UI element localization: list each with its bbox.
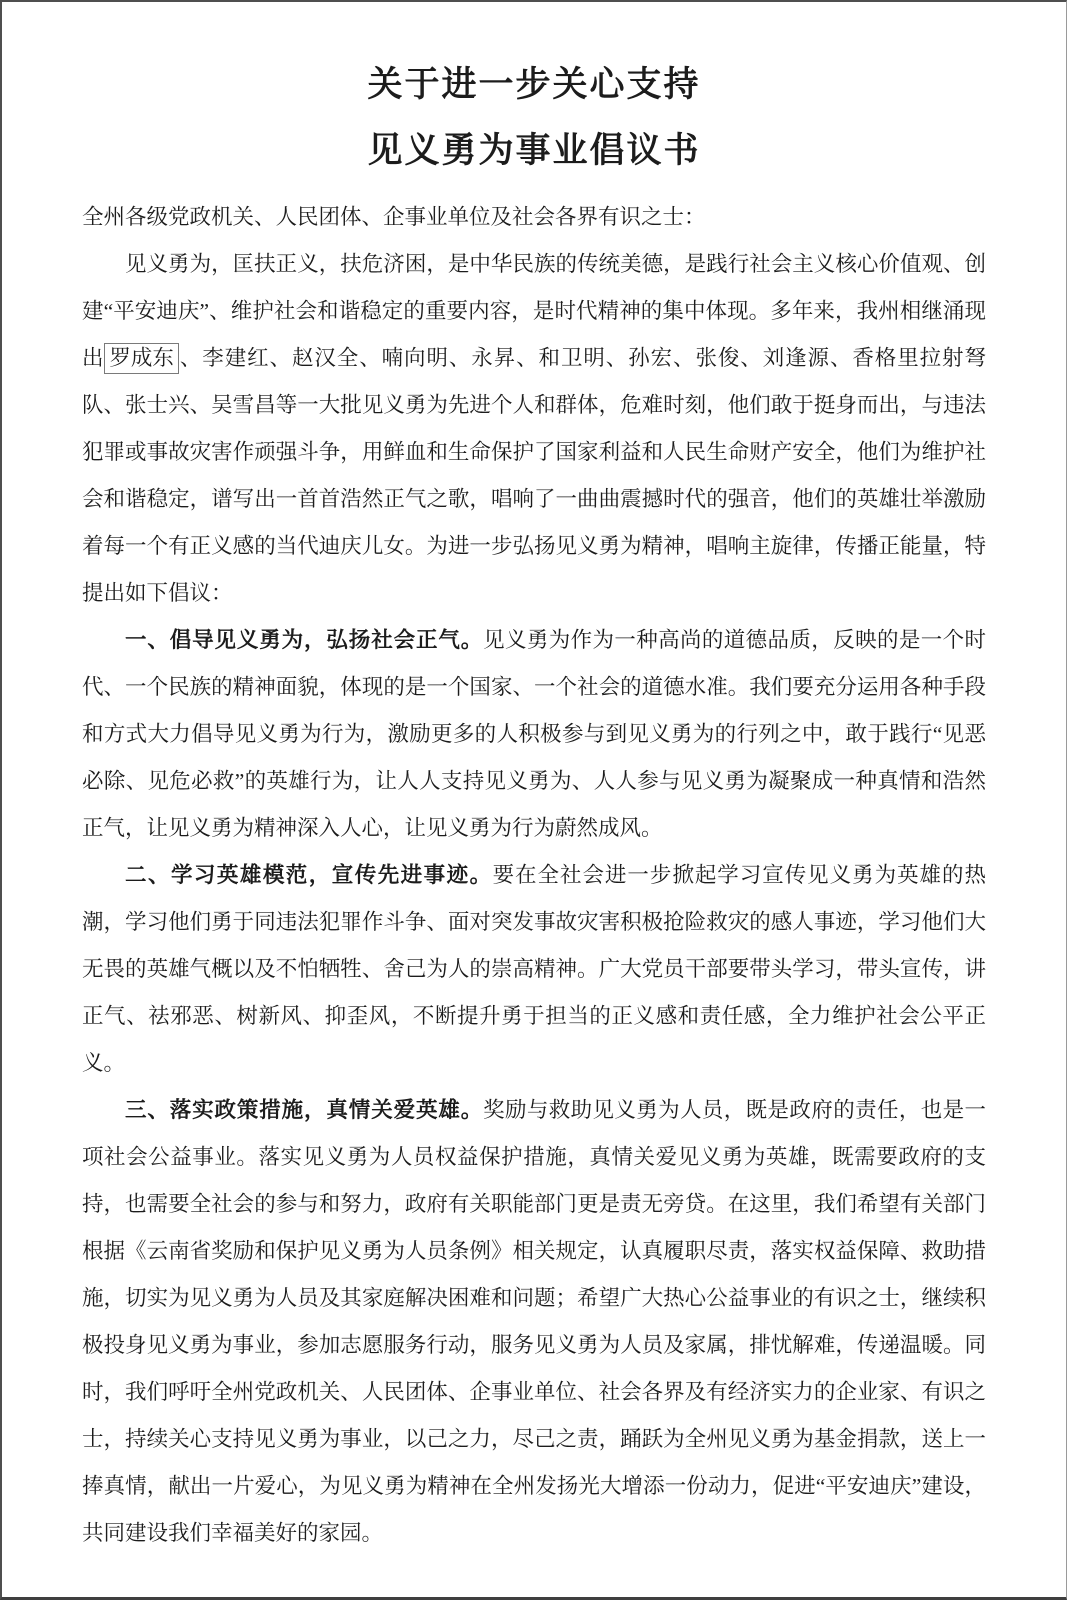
- paragraph-section-3: [82, 1087, 986, 1557]
- intro-text-after-box: 、李建红、赵汉全、喃向明、永昇、和卫明、孙宏、张俊、刘逢源、香格里拉射弩队、张士兴、吴雪昌等一大批见义勇为先进个人和群体，危难时刻，他们敢于挺身而出，与违法犯罪或事故灾害作顽强斗争，用鲜血和生命保护了国家利益和人民生命财产安全，他们为维护社会和谐稳定，谱写出一首首浩然正气之歌，唱响了一曲曲震撼时代的强音，他们的英雄壮举激励着每一个有正义感的当代迪庆儿女。为进一步弘扬见义勇为精神，唱响主旋律，传播正能量，特提出如下倡议：: [82, 346, 986, 605]
- section-3-heading: 三、落实政策措施，真情关爱英雄。: [125, 1098, 484, 1122]
- salutation-line: 全州各级党政机关、人民团体、企事业单位及社会各界有识之士：: [82, 205, 706, 229]
- section-1-heading: 一、倡导见义勇为，弘扬社会正气。: [125, 628, 484, 652]
- section-2-heading: 二、学习英雄模范，宣传先进事迹。: [125, 863, 493, 887]
- section-2-body: 要在全社会进一步掀起学习宣传见义勇为英雄的热潮，学习他们勇于同违法犯罪作斗争、面对突发事故灾害积极抢险救灾的感人事迹，学习他们大无畏的英雄气概以及不怕牺牲、舍己为人的崇高精神。广大党员干部要带头学习，带头宣传，讲正气、祛邪恶、树新风、抑歪风，不断提升勇于担当的正义感和责任感，全力维护社会公平正义。: [82, 863, 986, 1075]
- document-body: [82, 194, 986, 1557]
- document-title-line-2: 见义勇为事业倡议书: [367, 131, 701, 170]
- paragraph-section-1: [82, 617, 986, 852]
- document-content: [2, 2, 1066, 1597]
- intro-text-before-box: 见义勇为，匡扶正义，扶危济困，是中华民族的传统美德，是践行社会主义核心价值观、创建“平安迪庆”、维护社会和谐稳定的重要内容，是时代精神的集中体现。多年来，我州相继涌现出: [82, 252, 986, 370]
- section-1-body: 见义勇为作为一种高尚的道德品质，反映的是一个时代、一个民族的精神面貌，体现的是一个国家、一个社会的道德水准。我们要充分运用各种手段和方式大力倡导见义勇为行为，激励更多的人积极参与到见义勇为的行列之中，敢于践行“见恶必除、见危必救”的英雄行为，让人人支持见义勇为、人人参与见义勇为凝聚成一种真情和浩然正气，让见义勇为精神深入人心，让见义勇为行为蔚然成风。: [82, 628, 986, 840]
- boxed-name: 罗成东: [104, 343, 179, 374]
- paragraph-section-2: [82, 852, 986, 1087]
- document-title: [82, 52, 986, 184]
- paragraph-intro: [82, 241, 986, 617]
- document-title-line-1: 关于进一步关心支持: [367, 65, 701, 104]
- section-3-body: 奖励与救助见义勇为人员，既是政府的责任，也是一项社会公益事业。落实见义勇为人员权益保护措施，真情关爱见义勇为英雄，既需要政府的支持，也需要全社会的参与和努力，政府有关职能部门更是责无旁贷。在这里，我们希望有关部门根据《云南省奖励和保护见义勇为人员条例》相关规定，认真履职尽责，落实权益保障、救助措施，切实为见义勇为人员及其家庭解决困难和问题；希望广大热心公益事业的有识之士，继续积极投身见义勇为事业，参加志愿服务行动，服务见义勇为人员及家属，排忧解难，传递温暖。同时，我们呼吁全州党政机关、人民团体、企事业单位、社会各界及有经济实力的企业家、有识之士，持续关心支持见义勇为事业，以己之力，尽己之责，踊跃为全州见义勇为基金捐款，送上一捧真情，献出一片爱心，为见义勇为精神在全州发扬光大增添一份动力，促进“平安迪庆”建设，共同建设我们幸福美好的家园。: [82, 1098, 986, 1545]
